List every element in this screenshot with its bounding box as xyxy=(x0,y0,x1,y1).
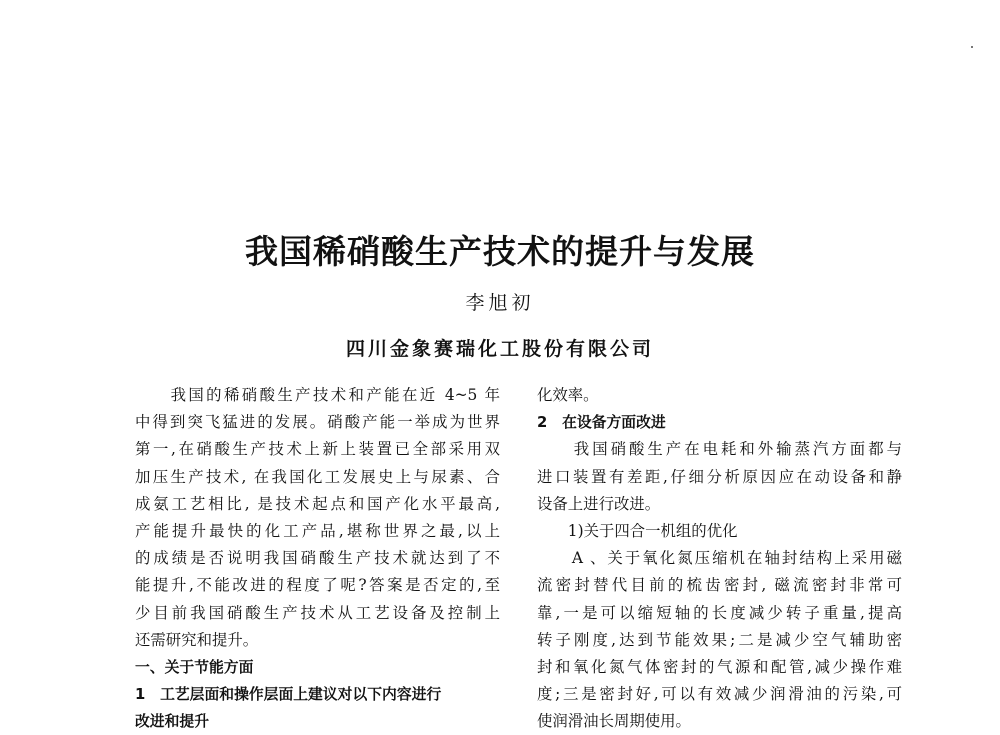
text-line: 的成绩是否说明我国硝酸生产技术就达到了不 xyxy=(135,549,500,568)
text-line: 我国硝酸生产在电耗和外输蒸汽方面都与 xyxy=(537,440,902,459)
text-line: A 、关于氧化氮压缩机在轴封结构上采用磁 xyxy=(537,549,902,568)
text-line: 产能提升最快的化工产品,堪称世界之最,以上 xyxy=(135,521,500,540)
left-column xyxy=(135,382,500,735)
text-line: 我国的稀硝酸生产技术和产能在近 4~5 年 xyxy=(135,386,500,404)
author-name: 李旭初 xyxy=(465,292,535,314)
text-line: 改进和提升 xyxy=(135,713,209,731)
text-line: 少目前我国硝酸生产技术从工艺设备及控制上 xyxy=(135,603,500,622)
text-line: 一、关于节能方面 xyxy=(135,658,254,676)
text-line: 设备上进行改进。 xyxy=(537,494,661,513)
text-line: 化效率。 xyxy=(537,386,599,404)
text-line: 1)关于四合一机组的优化 xyxy=(537,521,738,540)
text-line: 进口装置有差距,仔细分析原因应在动设备和静 xyxy=(537,467,902,486)
text-line: 度;三是密封好,可以有效减少润滑油的污染,可 xyxy=(537,685,902,704)
scan-speck xyxy=(971,46,973,48)
text-line: 还需研究和提升。 xyxy=(135,630,259,649)
text-line: 1 工艺层面和操作层面上建议对以下内容进行 xyxy=(135,686,442,704)
text-line: 转子刚度,达到节能效果;二是减少空气辅助密 xyxy=(537,630,902,649)
text-line: 加压生产技术, 在我国化工发展史上与尿素、合 xyxy=(135,467,500,486)
text-line: 第一,在硝酸生产技术上新上装置已全部采用双 xyxy=(135,440,500,459)
paper-title: 我国稀硝酸生产技术的提升与发展 xyxy=(245,232,755,271)
text-line: 中得到突飞猛进的发展。硝酸产能一举成为世界 xyxy=(135,413,500,432)
text-line: 成氨工艺相比, 是技术起点和国产化水平最高, xyxy=(135,494,500,513)
text-line: 靠,一是可以缩短轴的长度减少转子重量,提高 xyxy=(537,603,902,622)
text-line: 能提升,不能改进的程度了呢?答案是否定的,至 xyxy=(135,576,500,595)
text-line: 封和氧化氮气体密封的气源和配管,减少操作难 xyxy=(537,657,902,676)
text-line: 2 在设备方面改进 xyxy=(537,414,666,432)
text-line: 流密封替代目前的梳齿密封, 磁流密封非常可 xyxy=(537,576,902,595)
right-column xyxy=(537,382,902,735)
text-line: 使润滑油长周期使用。 xyxy=(537,712,691,731)
author-affiliation: 四川金象赛瑞化工股份有限公司 xyxy=(345,338,654,360)
